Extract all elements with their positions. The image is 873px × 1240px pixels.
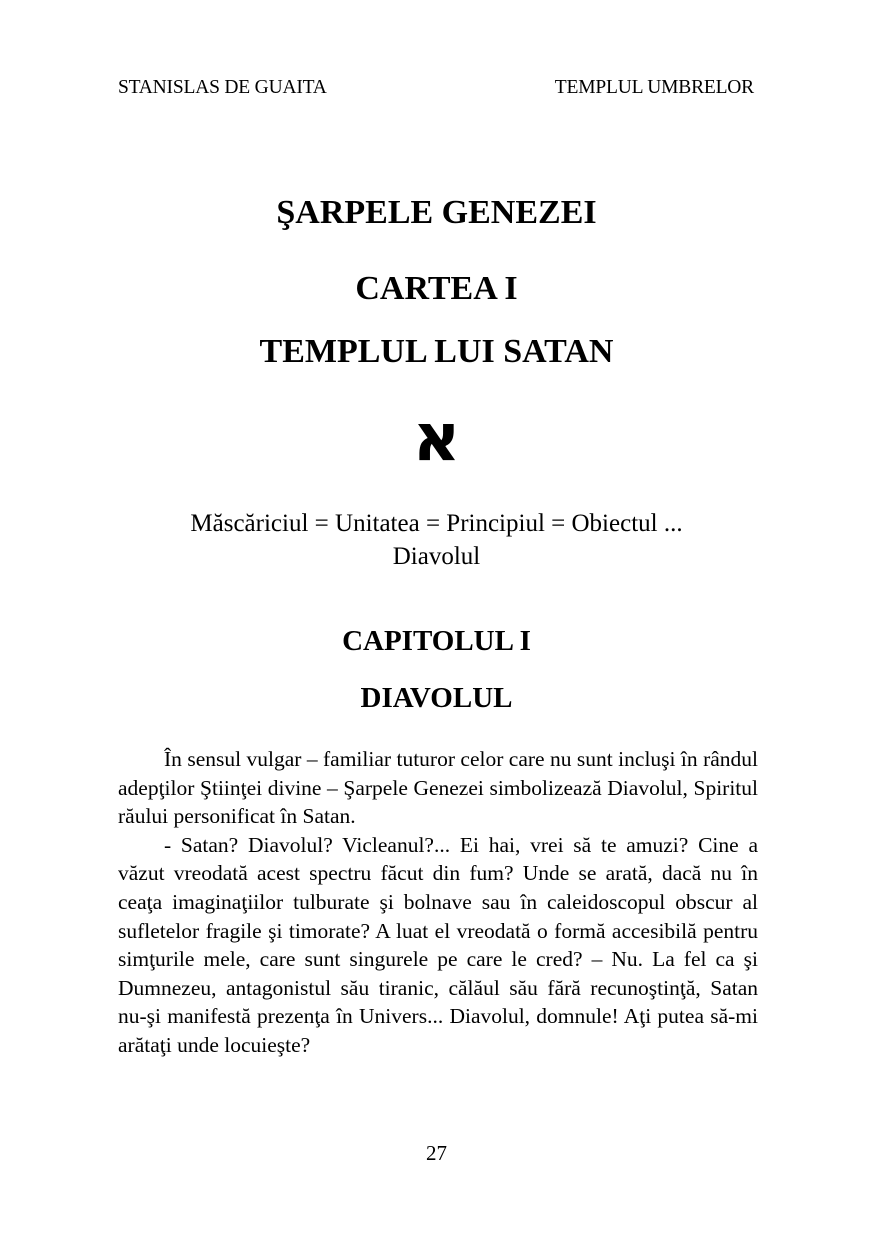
work-title: ŞARPELE GENEZEI — [276, 194, 597, 231]
header-author: STANISLAS DE GUAITA — [118, 77, 327, 98]
body-text — [118, 745, 758, 1060]
header-book-title: TEMPLUL UMBRELOR — [554, 77, 754, 98]
chapter-number: CAPITOLUL I — [342, 625, 531, 657]
book-number: CARTEA I — [355, 270, 518, 307]
epigraph-line-2: Diavolul — [392, 543, 481, 570]
book-subtitle: TEMPLUL LUI SATAN — [259, 333, 614, 370]
page-number: 27 — [426, 1141, 447, 1165]
paragraph: - Satan? Diavolul? Vicleanul?... Ei hai, vrei să te amuzi? Cine a văzut vreodată acest spectru făcut din fum? Unde se arată, dacă nu în ceaţa imaginaţiilor tulburate şi bolnave sau în caleidoscopul obscur al sufletelor fragile şi timorate? A luat el vreodată o formă accesibilă pentru simţurile mele, care sunt singurele pe care le cred? – Nu. La fel ca şi Dumnezeu, antagonistul său tiranic, călăul său fără recunoştinţă, Satan nu-şi manifestă prezenţa în Univers... Diavolul, domnule! Aţi putea să-mi arătaţi unde locuieşte? — [118, 832, 758, 1057]
hebrew-aleph-icon: א — [412, 399, 461, 476]
paragraph: În sensul vulgar – familiar tuturor celor care nu sunt incluşi în rândul adepţilor Ştiinţei divine – Şarpele Genezei simbolizează Diavolul, Spiritul răului personificat în Satan. — [118, 747, 758, 829]
epigraph — [0, 507, 873, 573]
epigraph-line-1: Măscăriciul = Unitatea = Principiul = Obiectul ... — [190, 510, 683, 537]
running-header — [118, 75, 754, 101]
chapter-title: DIAVOLUL — [360, 682, 513, 714]
